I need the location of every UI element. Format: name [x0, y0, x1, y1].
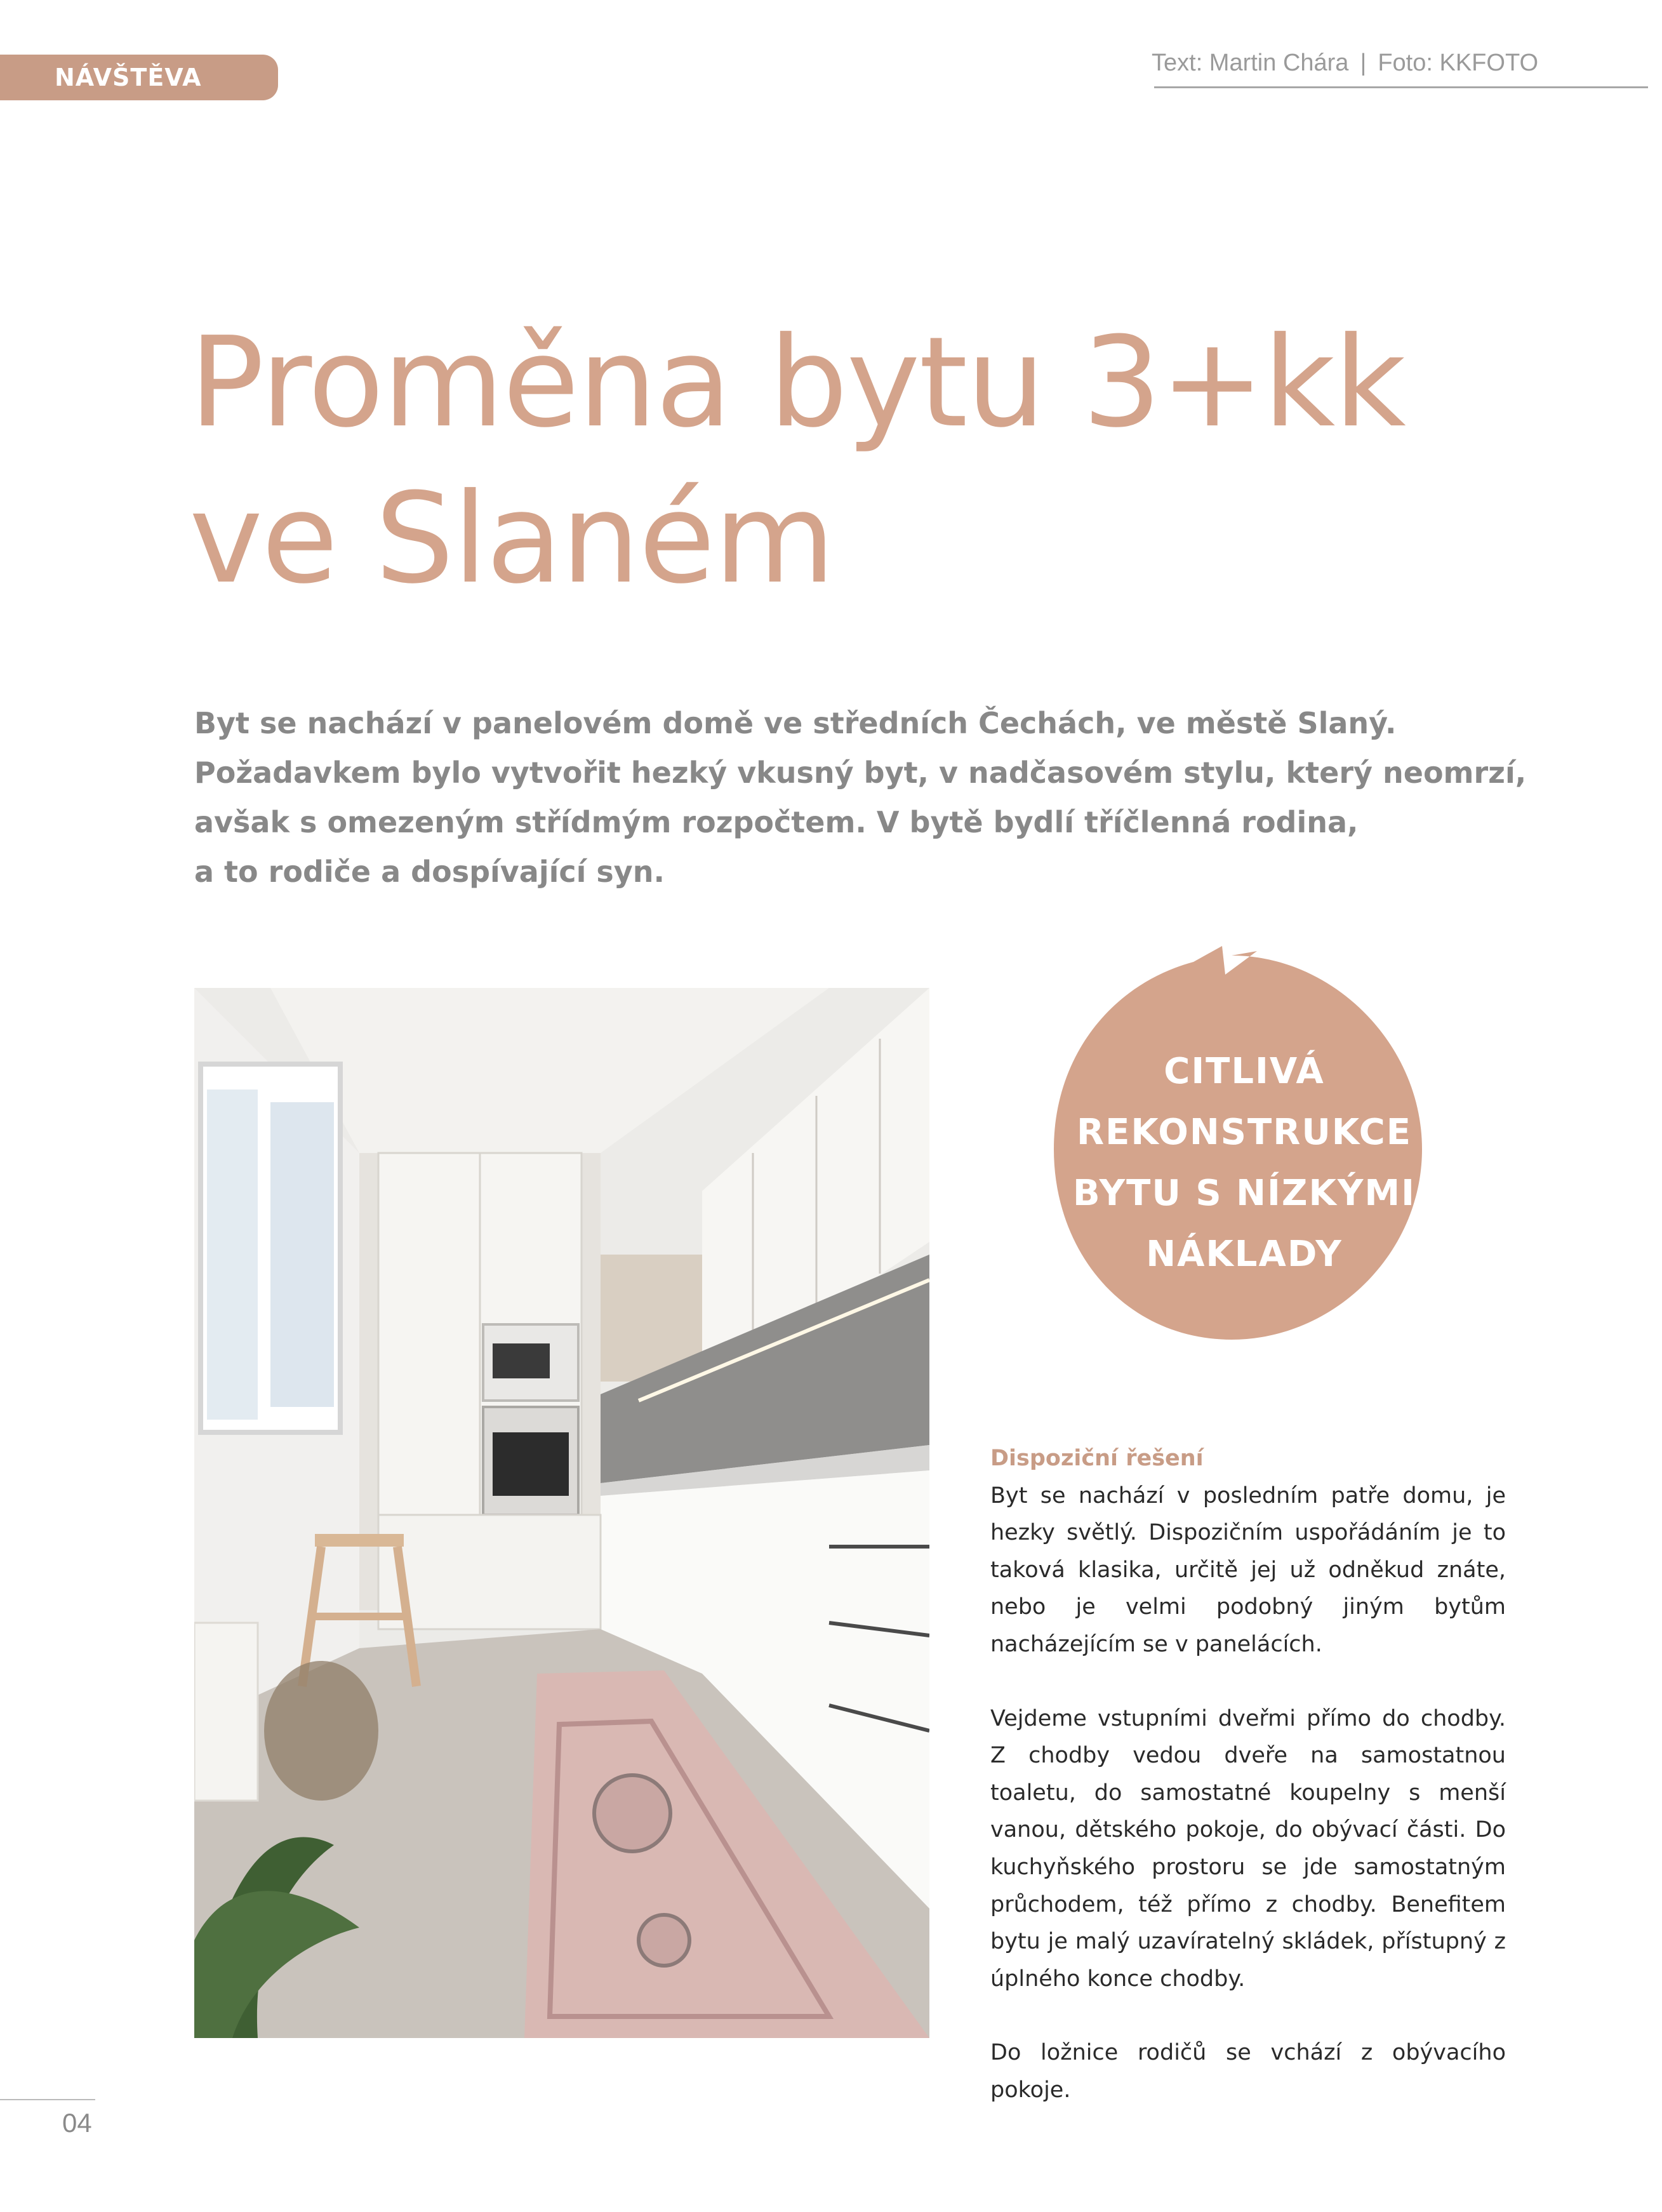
title-line-1: Proměna bytu 3+kk: [189, 310, 1405, 455]
title-line-2: ve Slaném: [189, 467, 834, 611]
article-paragraph-2: Vejdeme vstupními dveřmi přímo do chodby. Z chodby vedou dveře na samostatnou toaletu, do samostatné koupelny s menší vanou, dětského pokoje, do obývací části. Do kuchyňského prostoru se jde samostatným průchodem, též přímo z chodby. Benefitem bytu je malý uzavíratelný skládek, přístupný z úplného konce chodby.: [990, 1705, 1506, 1992]
lead-paragraph: [194, 698, 1527, 896]
badge-line-2: REKONSTRUKCE: [1076, 1112, 1413, 1153]
credits-rule: [1154, 86, 1648, 88]
credits-photo: Foto: KKFOTO: [1378, 50, 1539, 76]
badge-line-3: BYTU S NÍZKÝMI: [1073, 1173, 1416, 1214]
article-subhead: Dispoziční řešení: [990, 1446, 1204, 1471]
article-paragraph-1: Byt se nachází v posledním patře domu, je hezky světlý. Dispozičním uspořádáním je to taková klasika, určitě jej už odněkud znáte, nebo je velmi podobný jiným bytům nacházejícím se v panelácích.: [990, 1482, 1506, 1657]
page-title: [189, 305, 1522, 617]
lead-line-2: Požadavkem bylo vytvořit hezký vkusný byt, v nadčasovém stylu, který neomrzí,: [194, 756, 1527, 790]
lead-line-1: Byt se nachází v panelovém domě ve středních Čechách, ve městě Slaný.: [194, 706, 1397, 740]
credits-separator: |: [1360, 50, 1367, 76]
page-number: 04: [62, 2108, 92, 2138]
lead-line-4: a to rodiče a dospívající syn.: [194, 855, 665, 889]
badge-line-1: CITLIVÁ: [1164, 1051, 1325, 1092]
article-paragraph-3: Do ložnice rodičů se vchází z obývacího pokoje.: [990, 2040, 1506, 2103]
article-body: [990, 1440, 1506, 2109]
footer-rule: [0, 2099, 95, 2100]
section-tab: NÁVŠTĚVA: [0, 55, 278, 100]
credits: [1152, 50, 1634, 77]
credits-text: Text: Martin Chára: [1152, 50, 1349, 76]
badge-text: [1054, 1041, 1435, 1285]
kitchen-photo: [194, 988, 929, 2038]
lead-line-3: avšak s omezeným střídmým rozpočtem. V bytě bydlí tříčlenná rodina,: [194, 805, 1359, 839]
badge-line-4: NÁKLADY: [1146, 1234, 1343, 1275]
